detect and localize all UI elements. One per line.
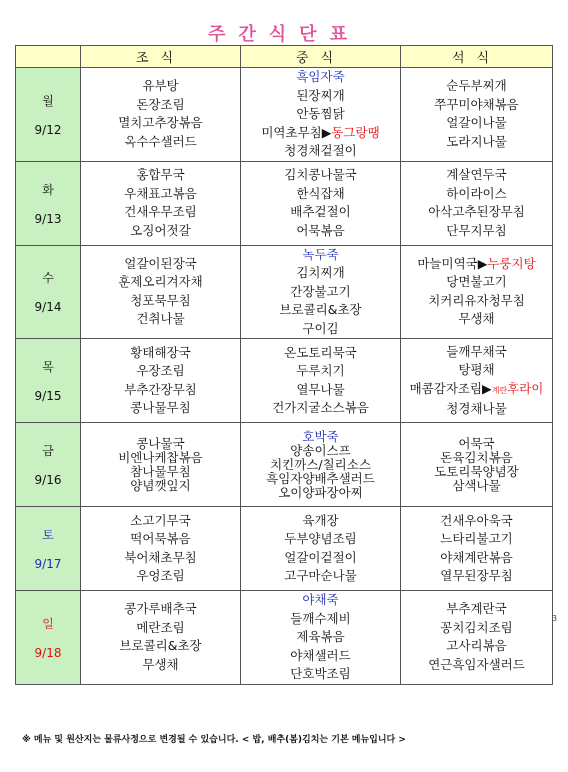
menu-item-text: 육개장 bbox=[302, 512, 339, 528]
menu-item-text: 야채샐러드 bbox=[290, 647, 351, 663]
menu-item bbox=[401, 600, 552, 619]
menu-item bbox=[241, 567, 400, 586]
menu-item-text: 무생채 bbox=[458, 311, 495, 327]
menu-item bbox=[241, 444, 400, 458]
day-row bbox=[16, 339, 553, 423]
menu-item-text: 김치찌개 bbox=[296, 265, 345, 280]
menu-item bbox=[241, 591, 400, 610]
menu-item bbox=[241, 430, 400, 444]
menu-item bbox=[81, 567, 240, 586]
menu-item bbox=[81, 637, 240, 656]
menu-item bbox=[81, 549, 240, 568]
menu-item bbox=[401, 203, 552, 222]
menu-item bbox=[401, 637, 552, 656]
menu-item-text: 떡어묵볶음 bbox=[130, 531, 191, 546]
day-date: 9/17 bbox=[34, 557, 62, 571]
menu-item bbox=[241, 301, 400, 320]
menu-item-text: 계살연두국 bbox=[446, 167, 507, 182]
menu-item bbox=[401, 380, 552, 401]
day-row bbox=[16, 591, 553, 685]
lunch-cell bbox=[241, 591, 401, 685]
menu-item-text: 얼갈이된장국 bbox=[124, 255, 197, 271]
menu-item bbox=[81, 381, 240, 400]
menu-item bbox=[401, 451, 552, 465]
menu-item-text: 청포묵무침 bbox=[130, 292, 191, 308]
lunch-cell bbox=[241, 423, 401, 507]
menu-item-text: 한식잡채 bbox=[296, 185, 345, 201]
day-cell bbox=[16, 68, 81, 162]
menu-item-text: 두부양념조림 bbox=[284, 531, 357, 546]
menu-item bbox=[241, 87, 400, 106]
menu-item-text: 브로콜리&초장 bbox=[119, 638, 202, 654]
lunch-cell bbox=[241, 68, 401, 162]
day-date: 9/16 bbox=[34, 473, 62, 487]
menu-item bbox=[81, 465, 240, 479]
menu-item-text: 간장불고기 bbox=[290, 283, 351, 299]
breakfast-cell bbox=[81, 68, 241, 162]
menu-item-alt-text: 동그랑땡 bbox=[331, 124, 380, 140]
menu-item-text: 건새우무조림 bbox=[124, 204, 197, 219]
day-date: 9/14 bbox=[34, 300, 62, 315]
menu-item bbox=[81, 292, 240, 311]
menu-item bbox=[401, 530, 552, 549]
breakfast-cell bbox=[81, 161, 241, 245]
menu-item-text: 도토리묵양념장 bbox=[434, 463, 519, 479]
menu-item bbox=[81, 619, 240, 638]
day-row bbox=[16, 161, 553, 245]
menu-item bbox=[81, 399, 240, 418]
menu-item-text: 어묵볶음 bbox=[296, 222, 345, 238]
menu-item bbox=[81, 273, 240, 292]
menu-item bbox=[401, 292, 552, 311]
menu-item-text: 우채표고볶음 bbox=[124, 185, 197, 201]
menu-item-text: 부추간장무침 bbox=[124, 381, 197, 397]
menu-item-text: 꽁치김치조림 bbox=[440, 619, 513, 635]
menu-item bbox=[401, 255, 552, 274]
menu-item-text: 얼갈이겉절이 bbox=[284, 549, 357, 565]
menu-item bbox=[241, 512, 400, 531]
menu-item bbox=[241, 344, 400, 363]
menu-item-text: 김치콩나물국 bbox=[284, 167, 357, 182]
footnote: ※ 메뉴 및 원산지는 물류사정으로 변경될 수 있습니다. < 밥, 배추(봄)김치는 기본 메뉴입니다 > bbox=[22, 735, 406, 745]
dinner-cell bbox=[401, 339, 553, 423]
day-row bbox=[16, 507, 553, 591]
menu-item bbox=[241, 549, 400, 568]
menu-item bbox=[401, 114, 552, 133]
menu-item bbox=[401, 400, 552, 419]
menu-item-text: 단호박조림 bbox=[290, 666, 351, 681]
menu-item-text: 들깨무채국 bbox=[446, 343, 507, 359]
breakfast-cell bbox=[81, 507, 241, 591]
menu-item bbox=[241, 203, 400, 222]
menu-item bbox=[241, 399, 400, 418]
menu-item-text: 무생채 bbox=[142, 656, 179, 672]
menu-item bbox=[241, 185, 400, 204]
menu-item bbox=[81, 600, 240, 619]
menu-item bbox=[241, 665, 400, 684]
menu-item bbox=[241, 610, 400, 629]
menu-item-text: 건취나물 bbox=[136, 311, 185, 327]
menu-item bbox=[241, 264, 400, 283]
day-of-week: 일 bbox=[42, 616, 54, 631]
page-title: 주간식단표 bbox=[208, 24, 360, 45]
menu-item bbox=[81, 451, 240, 465]
menu-item-text: 구이김 bbox=[302, 320, 339, 336]
menu-item bbox=[401, 512, 552, 531]
menu-item bbox=[401, 222, 552, 241]
menu-item bbox=[241, 142, 400, 161]
day-cell bbox=[16, 245, 81, 339]
menu-item bbox=[401, 619, 552, 638]
menu-item-text: 홍합무국 bbox=[136, 167, 185, 182]
day-date: 9/18 bbox=[34, 645, 62, 660]
menu-item bbox=[241, 628, 400, 647]
menu-item bbox=[81, 362, 240, 381]
breakfast-cell bbox=[81, 423, 241, 507]
menu-item-text: 소고기무국 bbox=[130, 512, 191, 528]
dinner-cell bbox=[401, 423, 553, 507]
menu-item-text: 어묵국 bbox=[458, 435, 495, 451]
day-of-week: 목 bbox=[42, 360, 54, 374]
menu-item bbox=[401, 133, 552, 152]
menu-item-text: 우엉조림 bbox=[136, 568, 185, 583]
menu-item-text: 배추겉절이 bbox=[290, 204, 351, 219]
menu-item-alt-text: 계란 bbox=[491, 385, 508, 395]
menu-item-text: 콩가루배추국 bbox=[124, 601, 197, 617]
menu-item bbox=[81, 222, 240, 241]
menu-item bbox=[241, 124, 400, 143]
weekly-menu-table bbox=[15, 45, 553, 685]
header-dinner: 석식 bbox=[401, 46, 553, 68]
menu-item-alt-text: 후라이 bbox=[507, 380, 544, 396]
header-row bbox=[16, 46, 553, 68]
day-date: 9/12 bbox=[34, 122, 62, 137]
lunch-cell bbox=[241, 161, 401, 245]
menu-item bbox=[241, 105, 400, 124]
menu-item bbox=[401, 479, 552, 493]
menu-item-text: 연근흑임자샐러드 bbox=[428, 656, 525, 672]
menu-item bbox=[241, 362, 400, 381]
menu-item-text: 호박죽 bbox=[302, 428, 339, 444]
menu-item-text: 콩나물국 bbox=[136, 435, 185, 451]
dinner-cell bbox=[401, 161, 553, 245]
menu-item-text: 우장조림 bbox=[136, 363, 185, 378]
page-number: 3 bbox=[552, 614, 558, 623]
menu-item-alt-text: 누룽지탕 bbox=[487, 255, 536, 271]
menu-item bbox=[401, 656, 552, 675]
dinner-cell bbox=[401, 591, 553, 685]
menu-item-text: 부추계란국 bbox=[446, 601, 507, 617]
menu-item bbox=[241, 222, 400, 241]
menu-item bbox=[81, 166, 240, 185]
menu-item bbox=[81, 656, 240, 675]
menu-item bbox=[401, 361, 552, 380]
day-of-week: 토 bbox=[42, 528, 54, 542]
day-of-week: 금 bbox=[42, 444, 54, 458]
menu-item-text: 돈육김치볶음 bbox=[440, 449, 513, 465]
menu-item-text: 브로콜리&초장 bbox=[279, 302, 362, 317]
menu-item-text: 청경채나물 bbox=[446, 401, 507, 416]
menu-item-text: 매콤감자조림▶ bbox=[409, 380, 492, 396]
menu-item-text: 삼색나물 bbox=[452, 477, 501, 493]
menu-item-text: 열무된장무침 bbox=[440, 568, 513, 583]
menu-item-text: 참나물무침 bbox=[130, 463, 191, 479]
menu-item bbox=[81, 255, 240, 274]
menu-item bbox=[81, 77, 240, 96]
menu-item bbox=[241, 381, 400, 400]
header-corner bbox=[16, 46, 81, 68]
menu-item-text: 치커리유자청무침 bbox=[428, 292, 525, 308]
menu-item-text: 콩나물무침 bbox=[130, 400, 191, 415]
menu-item bbox=[401, 567, 552, 586]
menu-item-text: 고구마순나물 bbox=[284, 568, 357, 583]
menu-item-text: 청경채겉절이 bbox=[284, 143, 357, 158]
menu-item bbox=[241, 320, 400, 339]
menu-item-text: 열무나물 bbox=[296, 381, 345, 397]
menu-item bbox=[401, 96, 552, 115]
menu-item-text: 양송이스프 bbox=[290, 442, 351, 458]
lunch-cell bbox=[241, 339, 401, 423]
day-date: 9/13 bbox=[34, 211, 62, 226]
menu-item-text: 아삭고추된장무침 bbox=[428, 204, 525, 219]
menu-item bbox=[81, 344, 240, 363]
menu-item-text: 미역초무침▶ bbox=[261, 124, 332, 140]
menu-item bbox=[81, 437, 240, 451]
menu-item bbox=[401, 549, 552, 568]
menu-item bbox=[401, 77, 552, 96]
menu-item-text: 오이양파장아찌 bbox=[278, 484, 363, 500]
menu-item-text: 탕평채 bbox=[458, 362, 495, 377]
header-lunch: 중식 bbox=[241, 46, 401, 68]
menu-item-text: 온도토리묵국 bbox=[284, 344, 357, 360]
menu-item-text: 들깨수제비 bbox=[290, 610, 351, 626]
menu-item bbox=[81, 96, 240, 115]
menu-item bbox=[81, 185, 240, 204]
menu-item bbox=[241, 486, 400, 500]
menu-item bbox=[241, 283, 400, 302]
menu-item-text: 옥수수샐러드 bbox=[124, 133, 197, 149]
menu-item-text: 녹두죽 bbox=[302, 246, 339, 262]
menu-item bbox=[81, 310, 240, 329]
menu-item-text: 양념깻잎지 bbox=[130, 477, 191, 493]
menu-item bbox=[241, 472, 400, 486]
menu-item bbox=[81, 479, 240, 493]
menu-item-text: 오징어젓갈 bbox=[130, 222, 191, 238]
day-of-week: 화 bbox=[42, 182, 54, 197]
menu-item-text: 비엔나케찹볶음 bbox=[118, 449, 203, 465]
menu-item-text: 메란조림 bbox=[136, 619, 185, 635]
lunch-cell bbox=[241, 245, 401, 339]
menu-item-text: 유부탕 bbox=[142, 78, 179, 94]
menu-item-text: 북어채초무침 bbox=[124, 549, 197, 565]
dinner-cell bbox=[401, 245, 553, 339]
menu-item-text: 제육볶음 bbox=[296, 629, 345, 644]
menu-item-text: 당면불고기 bbox=[446, 274, 507, 290]
menu-item bbox=[401, 185, 552, 204]
menu-item bbox=[81, 530, 240, 549]
menu-item bbox=[401, 437, 552, 451]
menu-item-text: 고사리볶음 bbox=[446, 638, 507, 654]
menu-item-text: 느타리불고기 bbox=[440, 531, 513, 546]
dinner-cell bbox=[401, 507, 553, 591]
menu-item bbox=[81, 203, 240, 222]
dinner-cell bbox=[401, 68, 553, 162]
menu-item-text: 도라지나물 bbox=[446, 133, 507, 149]
header-breakfast: 조식 bbox=[81, 46, 241, 68]
menu-item bbox=[401, 310, 552, 329]
menu-item bbox=[401, 343, 552, 362]
day-cell bbox=[16, 339, 81, 423]
menu-item bbox=[241, 458, 400, 472]
breakfast-cell bbox=[81, 591, 241, 685]
menu-item bbox=[241, 166, 400, 185]
menu-item bbox=[241, 68, 400, 87]
day-cell bbox=[16, 161, 81, 245]
menu-item-text: 흑임자양배추샐러드 bbox=[266, 470, 375, 486]
menu-item-text: 얼갈이나물 bbox=[446, 115, 507, 131]
menu-item-text: 건가지굴소스볶음 bbox=[272, 400, 369, 415]
breakfast-cell bbox=[81, 339, 241, 423]
day-row bbox=[16, 423, 553, 507]
menu-item bbox=[241, 246, 400, 265]
menu-item bbox=[241, 530, 400, 549]
menu-item-text: 마늘미역국▶ bbox=[417, 255, 488, 271]
menu-item-text: 두루치기 bbox=[296, 363, 345, 378]
menu-item-text: 흑임자죽 bbox=[296, 69, 345, 84]
menu-item-text: 쭈꾸미야채볶음 bbox=[434, 96, 519, 112]
menu-item-text: 황태해장국 bbox=[130, 344, 191, 360]
menu-item-text: 돈장조림 bbox=[136, 96, 185, 112]
menu-item-text: 단무지무침 bbox=[446, 222, 507, 238]
day-cell bbox=[16, 591, 81, 685]
day-of-week: 월 bbox=[42, 93, 54, 108]
day-row bbox=[16, 245, 553, 339]
menu-item-text: 된장찌개 bbox=[296, 87, 345, 103]
menu-item-text: 야채죽 bbox=[302, 592, 339, 607]
menu-item bbox=[81, 114, 240, 133]
menu-item bbox=[241, 647, 400, 666]
menu-item bbox=[401, 273, 552, 292]
day-date: 9/15 bbox=[34, 389, 62, 403]
menu-item-text: 야채계란볶음 bbox=[440, 549, 513, 565]
menu-item bbox=[81, 512, 240, 531]
day-row bbox=[16, 68, 553, 162]
menu-item-text: 순두부찌개 bbox=[446, 78, 507, 94]
menu-item-text: 하이라이스 bbox=[446, 185, 507, 201]
menu-item-text: 훈제오리겨자채 bbox=[118, 274, 203, 290]
breakfast-cell bbox=[81, 245, 241, 339]
lunch-cell bbox=[241, 507, 401, 591]
menu-item-text: 안동찜닭 bbox=[296, 106, 345, 121]
day-cell bbox=[16, 423, 81, 507]
menu-item-text: 치킨까스/칠리소스 bbox=[270, 456, 371, 472]
menu-item-text: 멸치고추장볶음 bbox=[118, 115, 203, 131]
day-cell bbox=[16, 507, 81, 591]
menu-item bbox=[401, 166, 552, 185]
menu-item bbox=[401, 465, 552, 479]
day-of-week: 수 bbox=[42, 271, 54, 286]
menu-item-text: 건새우아욱국 bbox=[440, 512, 513, 528]
menu-item bbox=[81, 133, 240, 152]
